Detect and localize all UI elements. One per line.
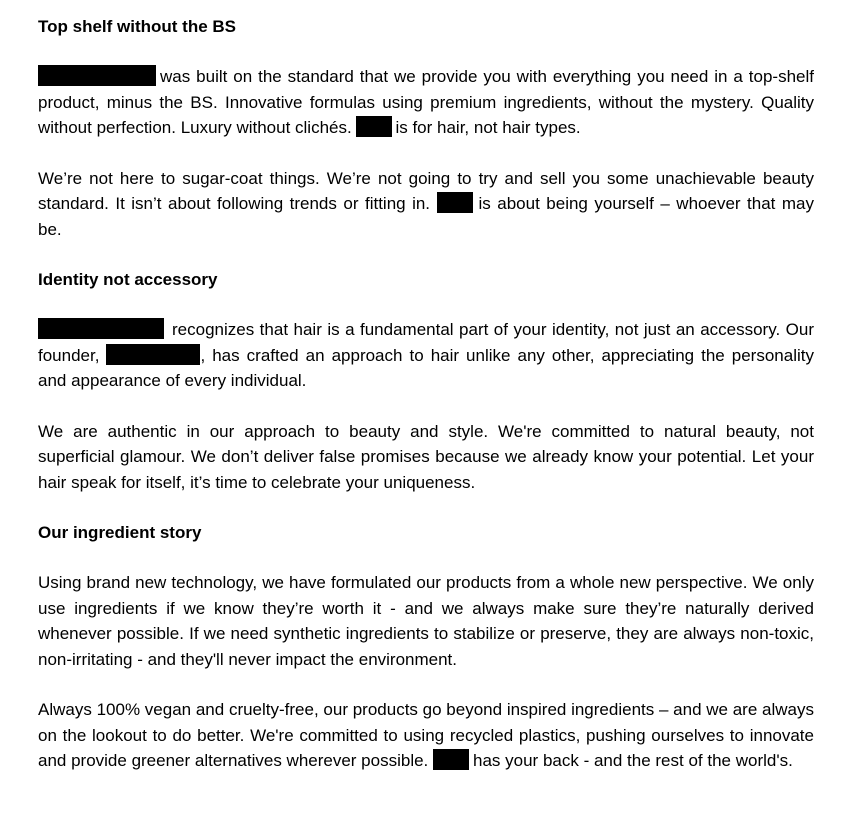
- paragraph-vegan: [38, 697, 814, 774]
- paragraph-authentic: We are authentic in our approach to beauty and style. We're committed to natural beauty, not superficial glamour. We don’t deliver false promises because we already know your potential. Let your hair speak for itself, it’s time to celebrate your uniqueness.: [38, 421, 814, 492]
- redaction-brand-name: [356, 116, 392, 137]
- heading-top-shelf: Top shelf without the BS: [38, 17, 236, 36]
- paragraph-text: is about being yourself – whoever that may be.: [38, 194, 814, 239]
- paragraph-standard: [38, 64, 814, 141]
- paragraph-text: was built on the standard that we provide you with everything you need in a top-shelf product, minus the BS. Innovative formulas using premium ingredients, without the mystery. Quality without perfection. Luxury without clichés.: [38, 67, 814, 137]
- paragraph-text: recognizes that hair is a fundamental part of your identity, not just an accessory. Our founder,: [38, 320, 814, 365]
- redaction-brand-name: [433, 749, 469, 770]
- paragraph-no-sugar-coat: [38, 166, 814, 243]
- heading-ingredient-story: Our ingredient story: [38, 523, 202, 542]
- paragraph-text: , has crafted an approach to hair unlike any other, appreciating the personality and appearance of every individual.: [38, 345, 814, 390]
- document: [38, 14, 814, 799]
- paragraph-identity: [38, 317, 814, 394]
- paragraph-text: Always 100% vegan and cruelty-free, our products go beyond inspired ingredients – and we are always on the lookout to do better. We're committed to using recycled plastics, pushing ourselves to innovate and provide greener alternatives wherever possible.: [38, 700, 814, 770]
- paragraph-text: We’re not here to sugar-coat things. We’re not going to try and sell you some unachievable beauty standard. It isn’t about following trends or fitting in.: [38, 168, 814, 213]
- paragraph-technology: Using brand new technology, we have formulated our products from a whole new perspective. We only use ingredients if we know they’re worth it - and we always make sure they’re naturally derived whenever possible. If we need synthetic ingredients to stabilize or preserve, they are always non-toxic, non-irritating - and they'll never impact the environment.: [38, 573, 814, 669]
- redaction-brand-name: [437, 192, 473, 213]
- redaction-brand-name: [38, 65, 156, 86]
- redaction-founder-name: [106, 344, 200, 365]
- redaction-brand-name: [38, 318, 164, 339]
- heading-identity: Identity not accessory: [38, 270, 218, 289]
- paragraph-text: has your back - and the rest of the world's.: [473, 751, 793, 770]
- paragraph-text: is for hair, not hair types.: [395, 118, 581, 137]
